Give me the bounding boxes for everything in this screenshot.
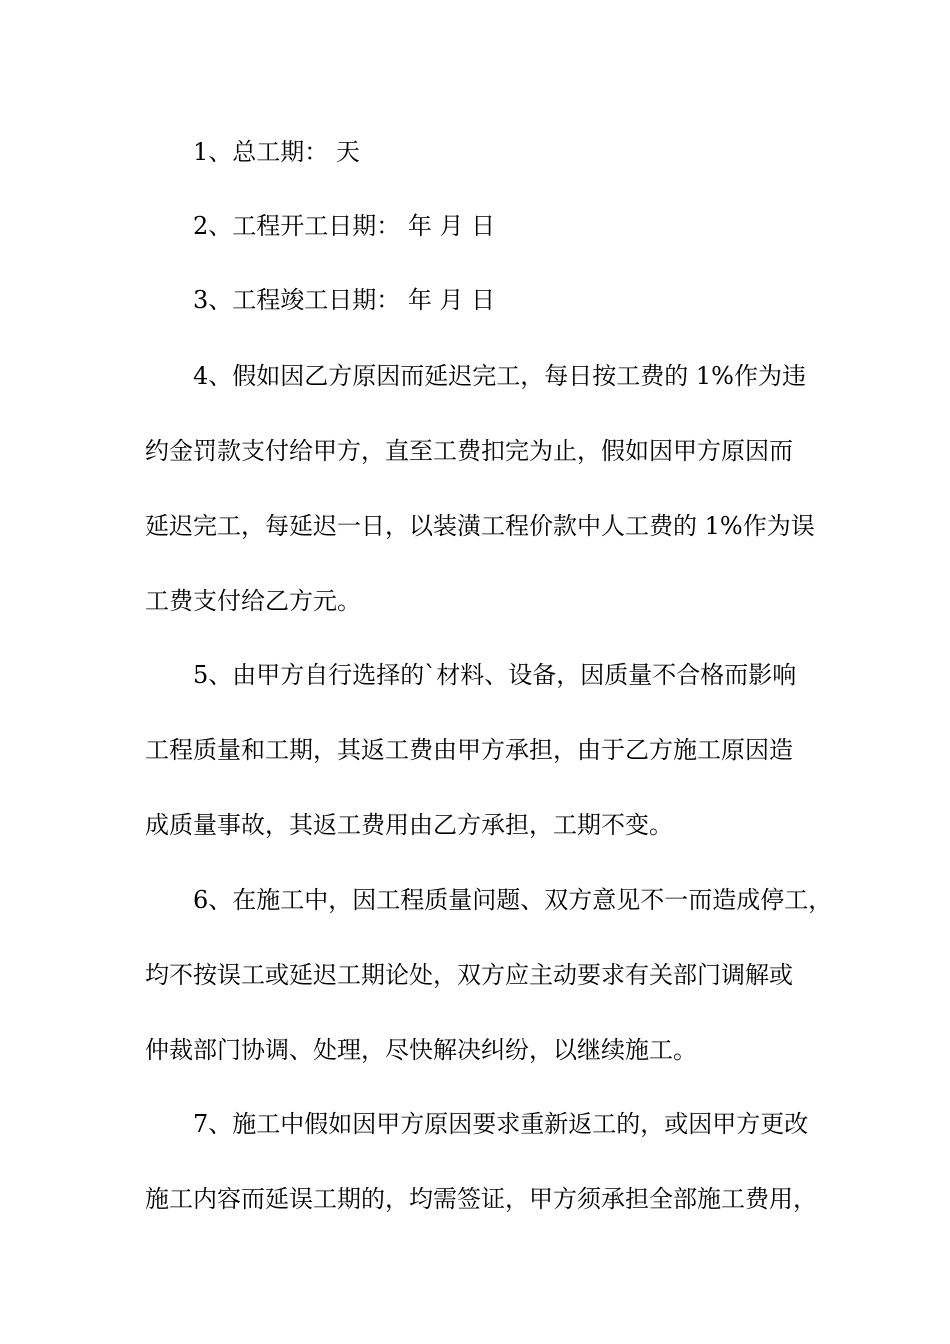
clause-4-line-4: 工费支付给乙方元。: [145, 587, 361, 615]
clause-5-line-1: 5、由甲方自行选择的`材料、设备，因质量不合格而影响: [193, 661, 797, 689]
clause-4-line-2: 约金罚款支付给甲方，直至工费扣完为止，假如因甲方原因而: [145, 437, 793, 465]
clause-6-line-1: 6、在施工中，因工程质量问题、双方意见不一而造成停工，: [193, 886, 833, 914]
clause-7-line-2: 施工内容而延误工期的，均需签证，甲方须承担全部施工费用，: [145, 1185, 817, 1213]
clause-6-line-2: 均不按误工或延迟工期论处，双方应主动要求有关部门调解或: [145, 961, 793, 989]
clause-1-total-duration: 1、总工期： 天: [193, 138, 360, 166]
clause-4-line-3: 延迟完工，每延迟一日，以装潢工程价款中人工费的 1%作为误: [145, 512, 815, 540]
clause-4-line-1: 4、假如因乙方原因而延迟完工，每日按工费的 1%作为违: [193, 362, 806, 390]
clause-5-line-2: 工程质量和工期，其返工费由甲方承担，由于乙方施工原因造: [145, 736, 793, 764]
clause-3-completion-date: 3、工程竣工日期： 年 月 日: [193, 286, 496, 314]
clause-7-line-1: 7、施工中假如因甲方原因要求重新返工的，或因甲方更改: [193, 1110, 809, 1138]
clause-6-line-3: 仲裁部门协调、处理，尽快解决纠纷，以继续施工。: [145, 1036, 697, 1064]
clause-5-line-3: 成质量事故，其返工费用由乙方承担，工期不变。: [145, 811, 673, 839]
clause-2-start-date: 2、工程开工日期： 年 月 日: [193, 212, 496, 240]
